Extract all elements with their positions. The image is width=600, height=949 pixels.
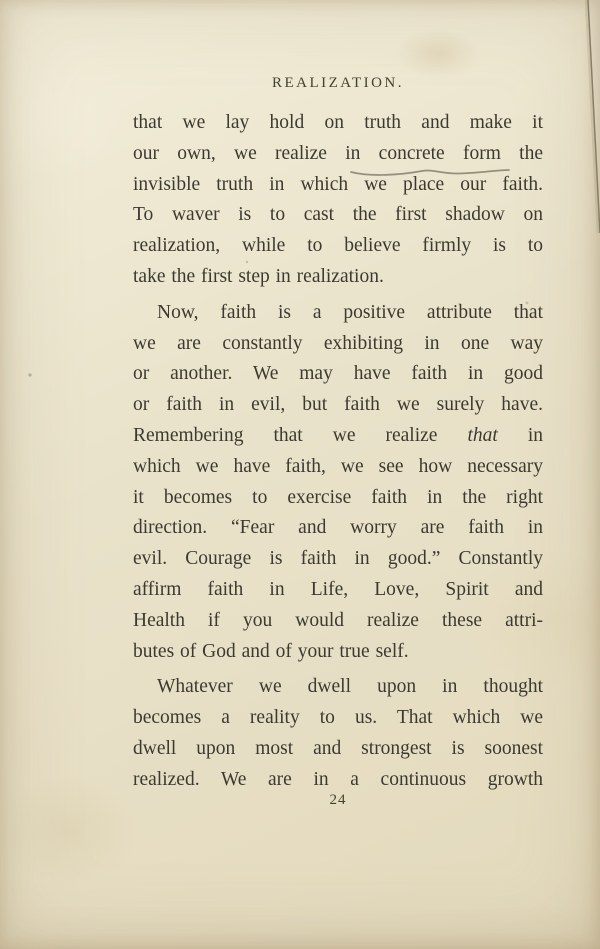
text-segment: which we have faith, we see how necessary bbox=[133, 455, 543, 477]
text-line bbox=[133, 139, 543, 170]
running-header: REALIZATION. bbox=[271, 75, 405, 91]
text-segment: realization, while to believe firmly is to bbox=[133, 235, 543, 257]
text-segment: our own, we realize in concrete form the bbox=[133, 142, 543, 164]
text-line bbox=[133, 390, 543, 421]
text-segment: Now, faith is a positive attribute that bbox=[157, 301, 543, 323]
text-line bbox=[133, 637, 543, 668]
text-segment: becomes a reality to us. That which we bbox=[133, 707, 543, 729]
body-text bbox=[133, 108, 543, 796]
page-number: 24 bbox=[329, 792, 347, 808]
paragraph bbox=[133, 298, 543, 668]
page-edge-paper bbox=[589, 0, 600, 233]
text-segment: Health if you would realize these attri- bbox=[133, 609, 543, 631]
text-segment: in bbox=[497, 424, 543, 446]
text-segment: invisible truth in which we place our faith. bbox=[133, 173, 543, 195]
text-segment: we are constantly exhibiting in one way bbox=[133, 332, 543, 354]
text-segment: that we lay hold on truth and make it bbox=[133, 112, 543, 133]
page-edge-line bbox=[588, 0, 600, 233]
text-line bbox=[133, 483, 543, 514]
text-line bbox=[133, 329, 543, 360]
text-line bbox=[133, 200, 543, 231]
text-segment: take the first step in realization. bbox=[133, 265, 384, 287]
text-segment: butes of God and of your true self. bbox=[133, 640, 409, 662]
text-segment: Whatever we dwell upon in thought bbox=[157, 676, 543, 698]
text-line bbox=[133, 452, 543, 483]
paragraph bbox=[133, 672, 543, 795]
text-line bbox=[133, 703, 543, 734]
text-line bbox=[133, 606, 543, 637]
text-segment: realized. We are in a continuous growth bbox=[133, 768, 543, 790]
text-line bbox=[133, 513, 543, 544]
text-segment: or faith in evil, but faith we surely have. bbox=[133, 394, 543, 416]
text-line bbox=[133, 298, 543, 329]
page-edge-shadow bbox=[586, 0, 598, 233]
paragraph bbox=[133, 108, 543, 293]
text-segment: it becomes to exercise faith in the right bbox=[133, 486, 543, 508]
text-segment: or another. We may have faith in good bbox=[133, 363, 543, 385]
text-segment: direction. “Fear and worry are faith in bbox=[133, 517, 543, 539]
text-line bbox=[133, 672, 543, 703]
text-segment: To waver is to cast the first shadow on bbox=[133, 204, 543, 226]
text-line bbox=[133, 262, 543, 293]
text-line bbox=[133, 108, 543, 139]
text-line bbox=[133, 765, 543, 796]
text-line bbox=[133, 359, 543, 390]
ink-speck bbox=[28, 373, 31, 376]
text-line bbox=[133, 421, 543, 452]
text-segment: Remembering that we realize bbox=[133, 424, 468, 446]
text-segment: dwell upon most and strongest is soonest bbox=[133, 737, 543, 759]
text-line bbox=[133, 231, 543, 262]
text-segment: evil. Courage is faith in good.” Constantly bbox=[133, 548, 543, 570]
text-line bbox=[133, 575, 543, 606]
text-segment: affirm faith in Life, Love, Spirit and bbox=[133, 578, 543, 600]
text-line bbox=[133, 170, 543, 201]
italic-text: that bbox=[467, 424, 498, 446]
text-line bbox=[133, 734, 543, 765]
text-line bbox=[133, 544, 543, 575]
